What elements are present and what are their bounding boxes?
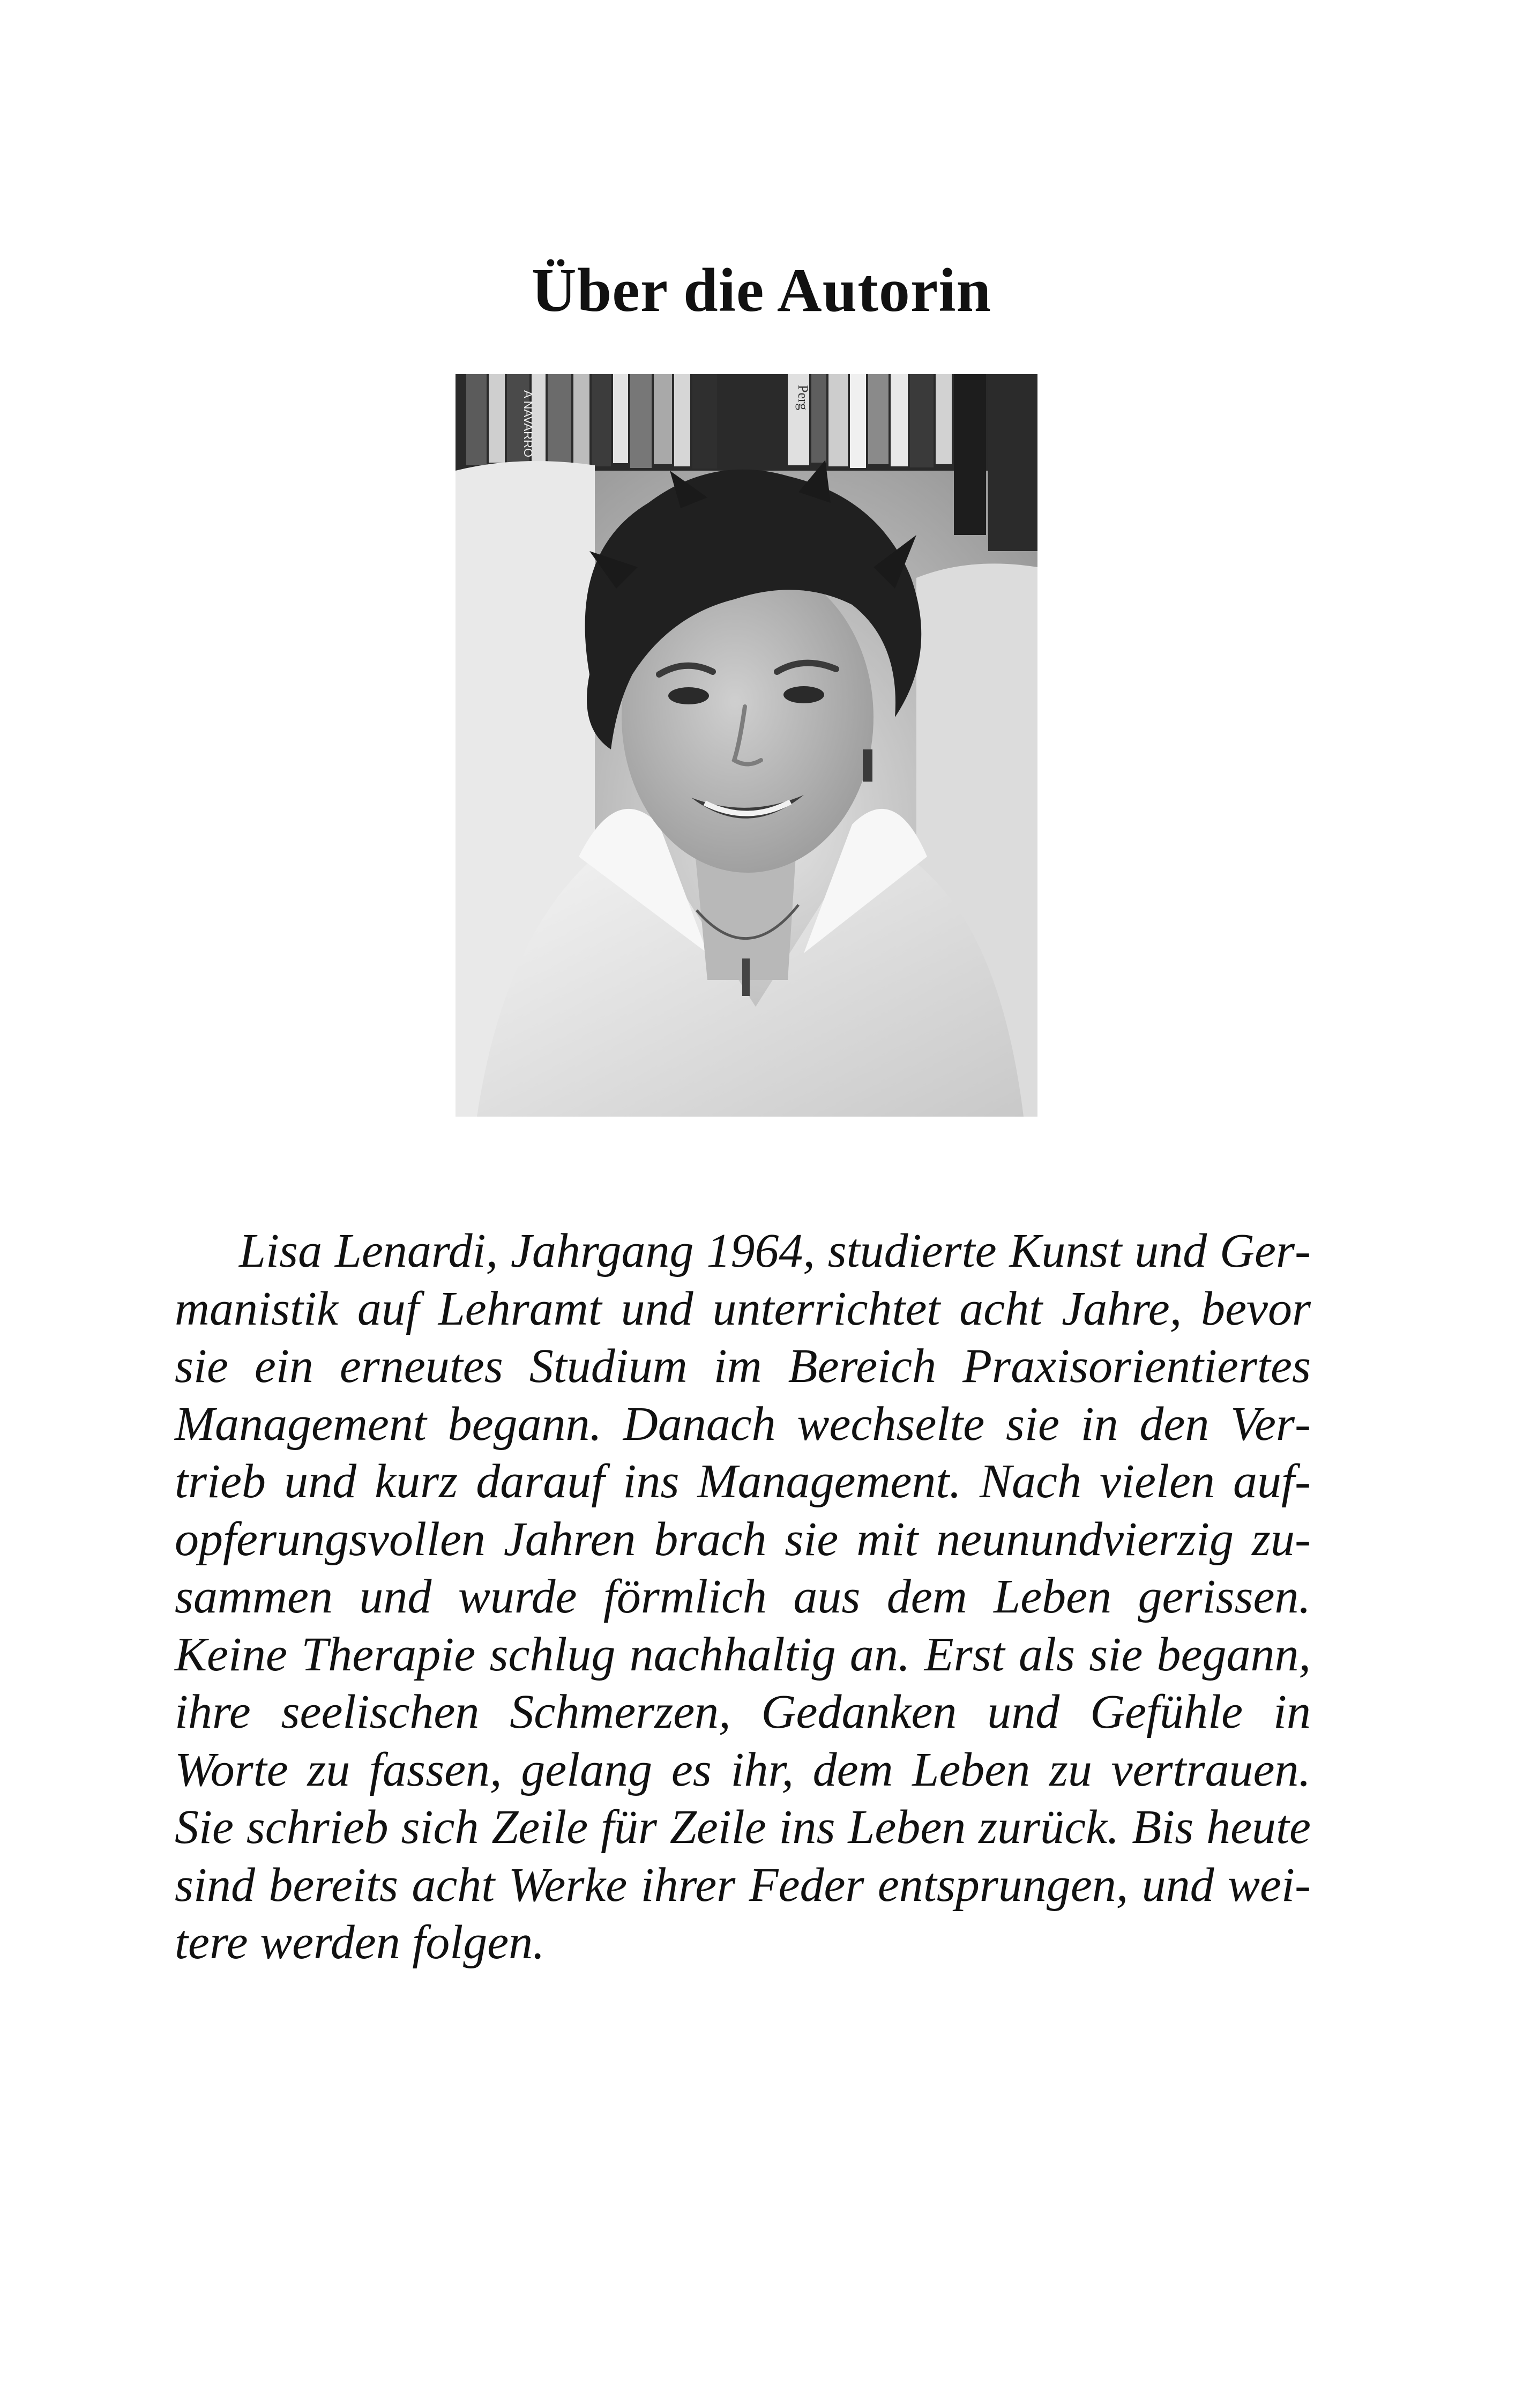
author-portrait-photo	[456, 374, 1037, 1117]
page-title: Über die Autorin	[531, 256, 992, 325]
portrait-illustration	[456, 374, 1037, 1117]
eye-left	[668, 687, 709, 704]
necklace-pendant	[742, 958, 750, 996]
eye-right	[783, 686, 824, 703]
book-spine-label: Perg	[795, 385, 811, 411]
earring	[863, 749, 872, 782]
author-biography: Lisa Lenardi, Jahrgang 1964, studierte Kunst und Germanistik auf Lehramt und unterrichtet acht Jahre, bevor sie ein erneutes Studium im Bereich Praxisorientiertes Management begann. Danach wechselte sie in den Vertrieb und kurz darauf ins Management. Nach vielen aufopferungsvollen Jahren brach sie mit neunundvierzig zusammen und wurde förmlich aus dem Leben gerissen. Keine Therapie schlug nachhaltig an. Erst als sie begann, ihre seelischen Schmerzen, Gedanken und Gefühle in Worte zu fassen, gelang es ihr, dem Leben zu vertrauen. Sie schrieb sich Zeile für Zeile ins Leben zurück. Bis heute sind bereits acht Werke ihrer Feder entsprungen, und weitere werden folgen.	[175, 1224, 1311, 1969]
book-spine-label: A NAVARRO	[521, 390, 535, 458]
